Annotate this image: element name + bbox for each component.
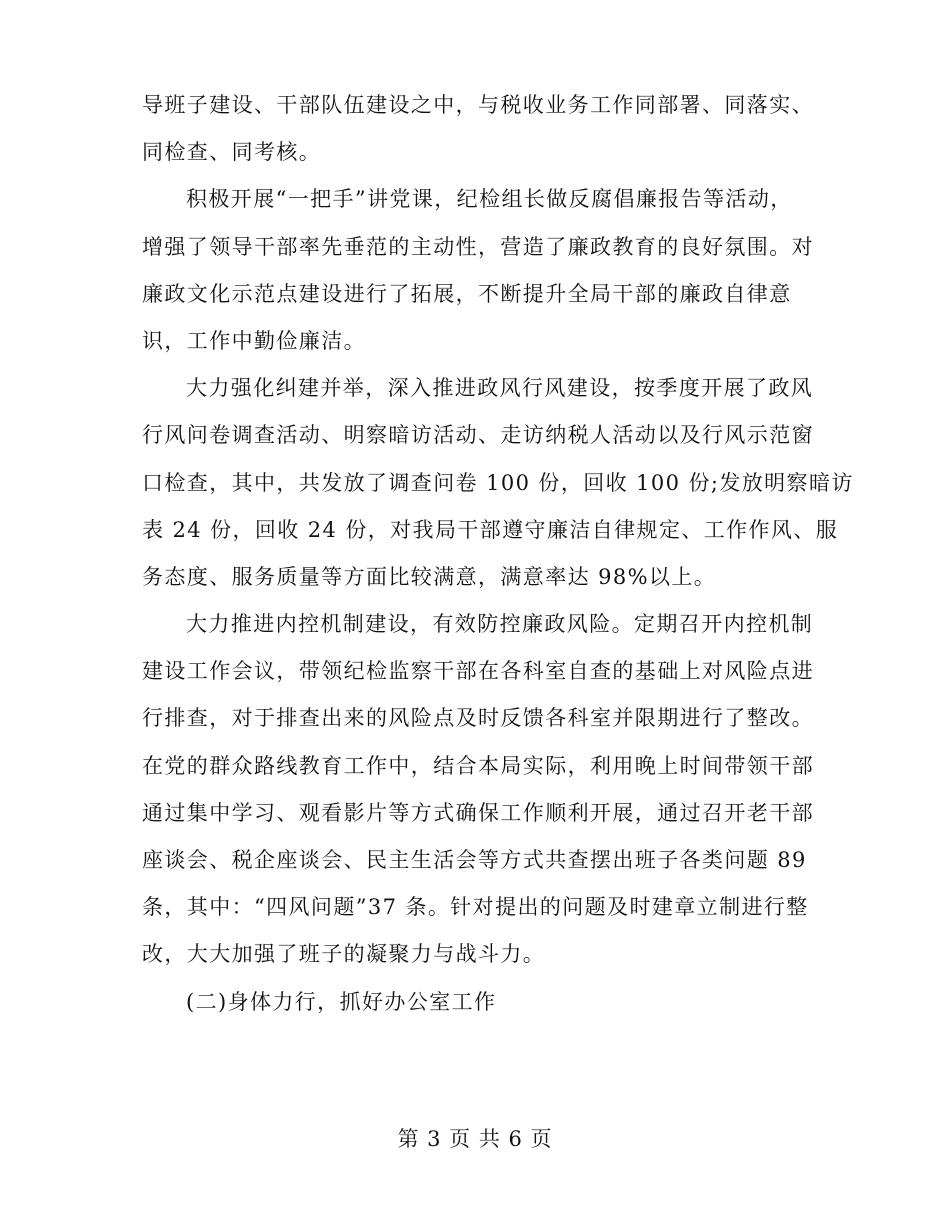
section-heading: (二)身体力行，抓好办公室工作 [186, 989, 497, 1014]
text-line: 行风问卷调查活动、明察暗访活动、走访纳税人活动以及行风示范窗 [142, 423, 814, 448]
text-line: 务态度、服务质量等方面比较满意，满意率达 98%以上。 [142, 564, 717, 589]
paragraph-start-line: 积极开展“一把手”讲党课，纪检组长做反腐倡廉报告等活动， [186, 187, 793, 212]
page-number-footer: 第 3 页 共 6 页 [397, 1127, 553, 1151]
text-line: 在党的群众路线教育工作中，结合本局实际，利用晚上时间带领干部 [142, 753, 814, 778]
text-line: 口检查，其中，共发放了调查问卷 100 份，回收 100 份;发放明察暗访 [142, 470, 854, 495]
text-line: 改，大大加强了班子的凝聚力与战斗力。 [142, 942, 546, 967]
text-line: 识，工作中勤俭廉洁。 [142, 328, 366, 353]
text-line: 导班子建设、干部队伍建设之中，与税收业务工作同部署、同落实、 [142, 93, 814, 117]
paragraph-start-line: 大力强化纠建并举，深入推进政风行风建设，按季度开展了政风 [186, 376, 814, 401]
text-line: 建设工作会议，带领纪检监察干部在各科室自查的基础上对风险点进 [142, 659, 814, 684]
text-line: 廉政文化示范点建设进行了拓展，不断提升全局干部的廉政自律意 [142, 281, 792, 306]
text-line: 通过集中学习、观看影片等方式确保工作顺利开展，通过召开老干部 [142, 800, 814, 825]
text-line: 同检查、同考核。 [142, 140, 322, 165]
paragraph-start-line: 大力推进内控机制建设，有效防控廉政风险。定期召开内控机制 [186, 612, 814, 637]
text-line: 行排查，对于排查出来的风险点及时反馈各科室并限期进行了整改。 [142, 706, 814, 731]
text-line: 条，其中：“四风问题”37 条。针对提出的问题及时建章立制进行整 [142, 895, 809, 920]
text-line: 增强了领导干部率先垂范的主动性，营造了廉政教育的良好氛围。对 [142, 234, 814, 259]
text-line: 座谈会、税企座谈会、民主生活会等方式共查摆出班子各类问题 89 [142, 848, 807, 872]
document-body [142, 82, 854, 1026]
text-line: 表 24 份，回收 24 份，对我局干部遵守廉洁自律规定、工作作风、服 [142, 517, 839, 542]
